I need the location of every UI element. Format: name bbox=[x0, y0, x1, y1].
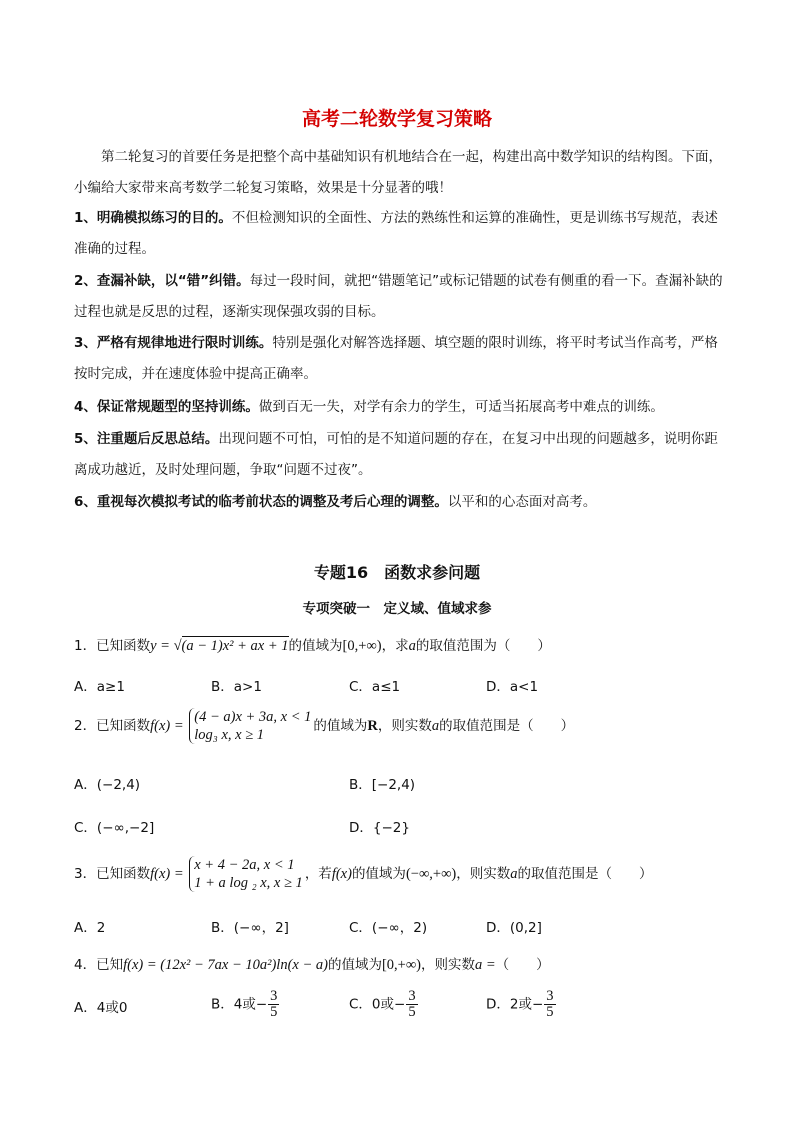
range-interval: (−∞,+∞) bbox=[405, 866, 457, 882]
radical-sign: √ bbox=[173, 638, 182, 654]
subtopic-title: 专项突破一 定义域、值域求参 bbox=[302, 601, 492, 617]
function-ref: f(x) bbox=[331, 866, 352, 882]
tip-number: 4、 bbox=[74, 399, 97, 415]
fraction bbox=[268, 989, 279, 1020]
tip-heading: 查漏补缺，以“错”纠错。 bbox=[96, 273, 250, 289]
question-prefix: 2．已知函数 bbox=[74, 718, 151, 734]
question-text: 的取值范围是（ ） bbox=[439, 718, 575, 734]
option-d: D．(0,2] bbox=[486, 920, 542, 936]
tip-number: 5、 bbox=[74, 431, 97, 447]
case-2: log₃ x, x ≥ 1 bbox=[194, 727, 265, 743]
tip-2 bbox=[74, 266, 726, 328]
variable: a bbox=[431, 718, 440, 734]
tip-4 bbox=[74, 392, 726, 423]
tip-body: 出现问题不可怕，可怕的是不知道问题的存在，在复习中出现的问题越多，说明你距离成功越近，及时处理问题，争取“问题不过夜”。 bbox=[74, 431, 718, 478]
option-a bbox=[74, 996, 127, 1016]
option-a: A．(−2,4) bbox=[74, 777, 141, 793]
range-interval: [0,+∞) bbox=[342, 638, 382, 654]
function-expression: f(x) = (12x² − 7ax − 10a²)ln(x − a) bbox=[123, 957, 328, 973]
piecewise-cases bbox=[189, 856, 303, 892]
question-text: 的值域为 bbox=[351, 866, 406, 882]
option-c: C．a≤1 bbox=[349, 679, 401, 695]
question-3 bbox=[74, 856, 653, 892]
function-symbol: f(x) = bbox=[150, 718, 188, 734]
tip-number: 1、 bbox=[74, 210, 97, 226]
tip-body: 每过一段时间，就把“错题笔记”或标记错题的试卷有侧重的看一下。查漏补缺的过程也就是反思的过程，逐渐实现保强攻弱的目标。 bbox=[74, 273, 723, 320]
tip-heading: 注重题后反思总结。 bbox=[96, 431, 219, 447]
fraction-numerator: 3 bbox=[270, 988, 278, 1004]
question-text: ，则实数 bbox=[421, 957, 475, 973]
range-interval: [0,+∞) bbox=[381, 957, 421, 973]
option-d: D．{−2} bbox=[349, 820, 410, 836]
question-text: （ ） bbox=[495, 957, 550, 973]
tip-body: 特别是强化对解答选择题、填空题的限时训练，将平时考试当作高考，严格按时完成，并在速度体验中提高正确率。 bbox=[74, 335, 718, 382]
option-d bbox=[486, 989, 557, 1020]
option-a: A．2 bbox=[74, 920, 106, 936]
question-text: ，则实数 bbox=[377, 718, 432, 734]
option-d: D．a<1 bbox=[486, 679, 539, 695]
question-prefix: 1．已知函数 bbox=[74, 638, 151, 654]
tip-1 bbox=[74, 203, 726, 265]
tip-body: 以平和的心态面对高考。 bbox=[447, 494, 597, 510]
question-prefix: 4．已知 bbox=[74, 957, 124, 973]
option-label: A．4或0 bbox=[74, 1000, 128, 1016]
question-prefix: 3．已知函数 bbox=[74, 866, 151, 882]
variable: a = bbox=[475, 957, 496, 973]
question-text: 的取值范围为（ ） bbox=[415, 638, 551, 654]
fraction bbox=[406, 989, 417, 1020]
fraction bbox=[544, 989, 555, 1020]
option-b: B．(−∞，2] bbox=[211, 920, 289, 936]
function-symbol: f(x) = bbox=[150, 866, 188, 882]
fraction-numerator: 3 bbox=[546, 988, 554, 1004]
fraction-denominator: 5 bbox=[408, 1004, 416, 1020]
tip-heading: 明确模拟练习的目的。 bbox=[96, 210, 232, 226]
question-text: ，求 bbox=[381, 638, 409, 654]
tip-5 bbox=[74, 424, 726, 486]
option-label: D．2或− bbox=[486, 996, 544, 1013]
page-title: 高考二轮数学复习策略 bbox=[301, 108, 492, 130]
radicand: (a − 1)x² + ax + 1 bbox=[181, 638, 289, 654]
option-label: C．0或− bbox=[349, 996, 406, 1013]
question-4 bbox=[74, 953, 550, 974]
question-text: 的值域为 bbox=[327, 957, 382, 973]
case-2: 1 + a log ₂ x, x ≥ 1 bbox=[194, 875, 303, 891]
tip-number: 3、 bbox=[74, 335, 97, 351]
variable: a bbox=[510, 866, 518, 882]
option-c: C．(−∞,−2] bbox=[74, 820, 155, 836]
piecewise-cases bbox=[189, 708, 311, 744]
question-text: ，若 bbox=[304, 866, 332, 882]
option-b bbox=[211, 989, 280, 1020]
tip-3 bbox=[74, 328, 726, 390]
option-label: B．4或− bbox=[211, 996, 268, 1013]
intro-paragraph: 第二轮复习的首要任务是把整个高中基础知识有机地结合在一起，构建出高中数学知识的结构图。下面，小编给大家带来高考数学二轮复习策略，效果是十分显著的哦！ bbox=[74, 149, 722, 196]
real-set: R bbox=[367, 718, 378, 734]
function-symbol: y = bbox=[150, 638, 174, 654]
fraction-denominator: 5 bbox=[546, 1004, 554, 1020]
fraction-denominator: 5 bbox=[270, 1004, 278, 1020]
option-c: C．(−∞，2) bbox=[349, 920, 428, 936]
topic-title: 专题16 函数求参问题 bbox=[313, 563, 481, 582]
case-1: (4 − a)x + 3a, x < 1 bbox=[194, 709, 312, 725]
option-b: B．[−2,4) bbox=[349, 777, 416, 793]
question-text: 的值域为 bbox=[288, 638, 343, 654]
tip-number: 2、 bbox=[74, 273, 97, 289]
option-b: B．a>1 bbox=[211, 679, 262, 695]
option-a: A．a≥1 bbox=[74, 679, 125, 695]
tip-body: 做到百无一失，对学有余力的学生，可适当拓展高考中难点的训练。 bbox=[258, 399, 664, 415]
variable: a bbox=[408, 638, 416, 654]
option-c bbox=[349, 989, 419, 1020]
tip-6 bbox=[74, 487, 726, 518]
case-1: x + 4 − 2a, x < 1 bbox=[194, 857, 295, 873]
question-1 bbox=[74, 634, 551, 655]
tip-heading: 严格有规律地进行限时训练。 bbox=[96, 335, 273, 351]
tip-heading: 重视每次模拟考试的临考前状态的调整及考后心理的调整。 bbox=[96, 494, 448, 510]
tip-heading: 保证常规题型的坚持训练。 bbox=[96, 399, 259, 415]
question-2 bbox=[74, 708, 574, 744]
tip-number: 6、 bbox=[74, 494, 97, 510]
question-text: 的取值范围是（ ） bbox=[517, 866, 653, 882]
fraction-numerator: 3 bbox=[408, 988, 416, 1004]
question-text: 的值域为 bbox=[313, 718, 368, 734]
question-text: ，则实数 bbox=[456, 866, 511, 882]
tip-body: 不但检测知识的全面性、方法的熟练性和运算的准确性，更是训练书写规范，表述准确的过程。 bbox=[74, 210, 718, 257]
